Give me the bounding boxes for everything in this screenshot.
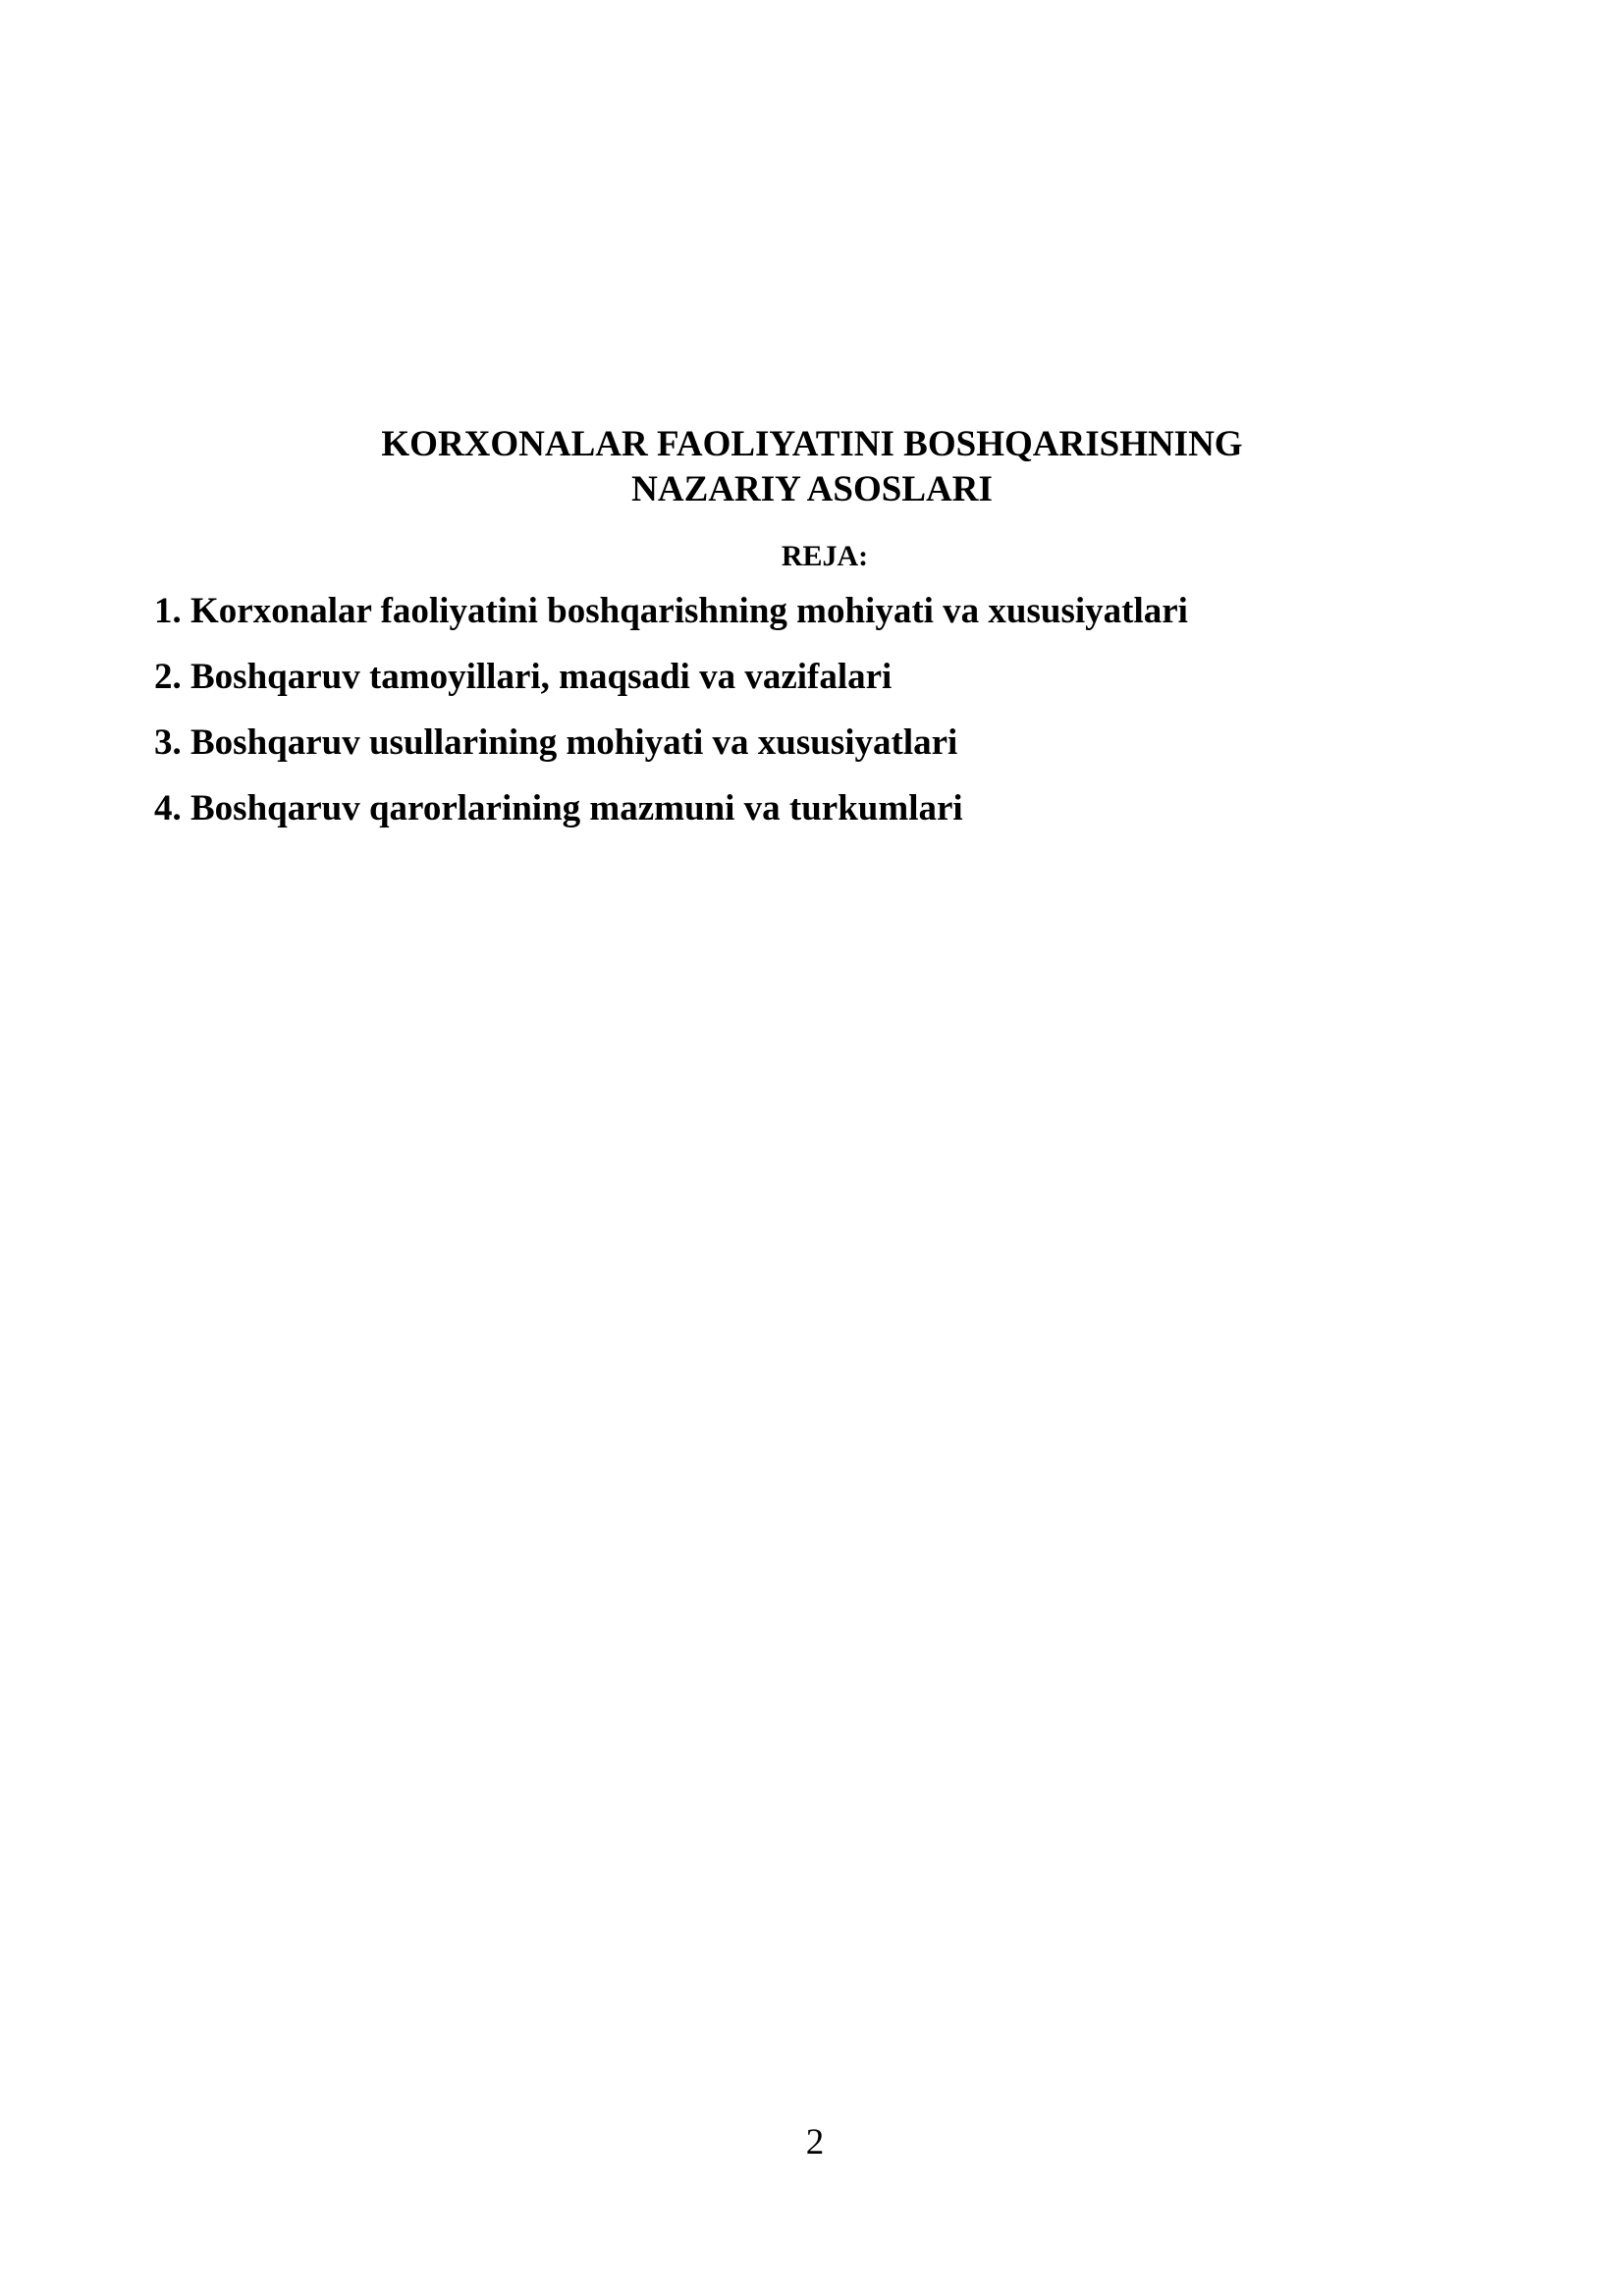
plan-item: 1. Korxonalar faoliyatini boshqarishning mohiyati va xususiyatlari <box>154 591 1188 631</box>
title-line: NAZARIY ASOSLARI <box>631 469 993 509</box>
plan-heading: REJA: <box>781 540 869 572</box>
title-line: KORXONALAR FAOLIYATINI BOSHQARISHNING <box>381 424 1243 464</box>
plan-item: 4. Boshqaruv qarorlarining mazmuni va turkumlari <box>154 788 963 828</box>
plan-list <box>154 589 1188 852</box>
plan-item: 3. Boshqaruv usullarining mohiyati va xususiyatlari <box>154 722 958 763</box>
page-number: 2 <box>805 2122 825 2163</box>
plan-item: 2. Boshqaruv tamoyillari, maqsadi va vazifalari <box>154 657 893 697</box>
document-title <box>0 422 1624 512</box>
